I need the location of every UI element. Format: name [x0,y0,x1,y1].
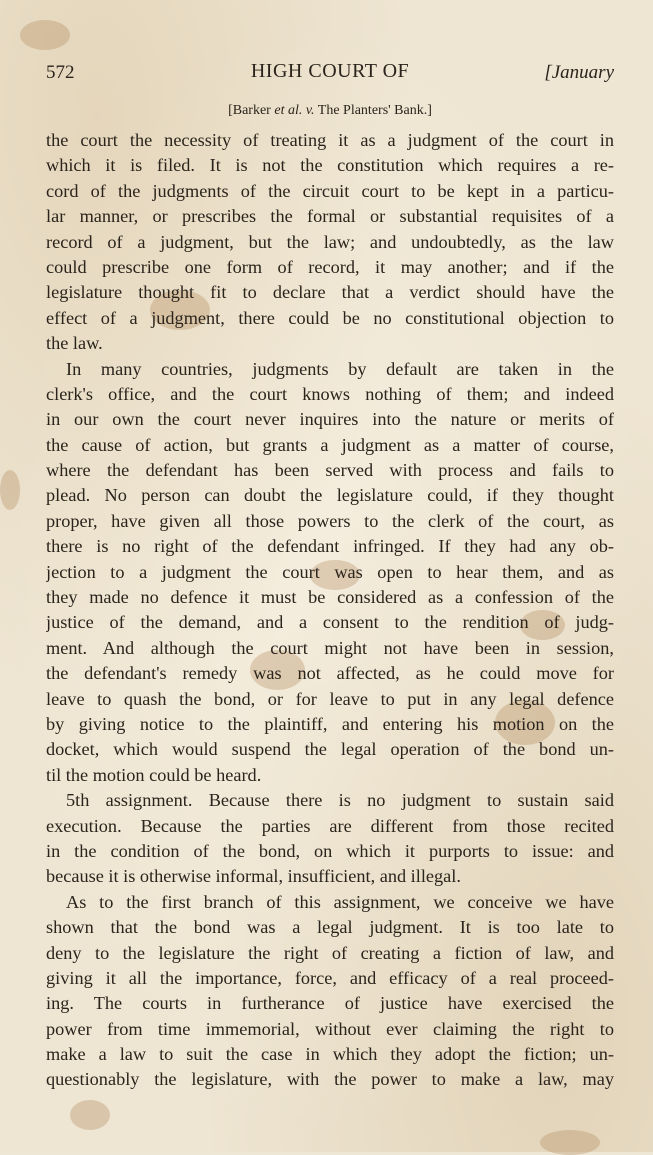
text-line: docket, which would suspend the legal operation of the bond un- [46,739,614,760]
text-line: make a law to suit the case in which they adopt the fiction; un- [46,1044,614,1065]
text-line: ment. And although the court might not have been in session, [46,637,614,658]
text-line: 5th assignment. Because there is no judgment to sustain said [66,790,614,811]
page-header [46,58,614,88]
text-line: in our own the court never inquires into the nature or merits of [46,409,614,430]
text-line: the law. [46,333,103,354]
text-line: in the condition of the bond, on which it purports to issue: and [46,840,614,861]
text-line: the defendant's remedy was not affected, as he could move for [46,663,614,684]
stain [20,20,70,50]
text-line: plead. No person can doubt the legislature could, if they thought [46,485,614,506]
text-line: til the motion could be heard. [46,764,262,785]
text-line: deny to the legislature the right of creating a fiction of law, and [46,942,614,963]
text-line: the court the necessity of treating it as a judgment of the court in [46,130,614,150]
text-line: questionably the legislature, with the power to make a law, may [46,1069,614,1090]
text-line: could prescribe one form of record, it may another; and if the [46,256,614,277]
text-line: clerk's office, and the court knows nothing of them; and indeed [46,383,614,404]
body-text [46,128,614,1093]
text-line: they made no defence it must be considered as a confession of the [46,587,614,608]
text-line: cord of the judgments of the circuit court to be kept in a particu- [46,180,614,201]
text-line: record of a judgment, but the law; and undoubtedly, as the law [46,231,614,252]
text-line: In many countries, judgments by default are taken in the [66,358,614,379]
case-title-etal: et al. v. [274,103,315,118]
text-line: effect of a judgment, there could be no constitutional objection to [46,307,614,328]
case-title-open: [Barker [228,103,275,118]
text-line: proper, have given all those powers to the clerk of the court, as [46,510,614,531]
text-line: by giving notice to the plaintiff, and entering his motion on the [46,713,614,734]
page-number: 572 [46,62,75,83]
case-title-rest: The Planters' Bank.] [314,103,432,118]
text-line: shown that the bond was a legal judgment. It is too late to [46,917,614,938]
text-line: power from time immemorial, without ever claiming the right to [46,1018,614,1039]
running-head: HIGH COURT OF [250,60,410,82]
text-line: leave to quash the bond, or for leave to put in any legal defence [46,688,614,709]
text-line: the cause of action, but grants a judgment as a matter of course, [46,434,614,455]
text-line: there is no right of the defendant infringed. If they had any ob- [46,536,614,557]
running-head-month: [January [544,62,614,83]
text-line: giving it all the importance, force, and efficacy of a real proceed- [46,967,614,988]
text-line: which it is filed. It is not the constitution which requires a re- [46,155,614,176]
text-line: where the defendant has been served with process and fails to [46,460,614,481]
stain [0,470,20,510]
text-line: ing. The courts in furtherance of justice have exercised the [46,993,614,1014]
text-line: As to the first branch of this assignment, we conceive we have [66,891,614,912]
text-line: lar manner, or prescribes the formal or substantial requisites of a [46,206,614,227]
text-line: jection to a judgment the court was open to hear them, and as [46,561,614,582]
text-line: justice of the demand, and a consent to the rendition of judg- [46,612,614,633]
case-title [46,103,614,119]
stain [540,1130,600,1155]
text-line: execution. Because the parties are different from those recited [46,815,614,836]
text-line: legislature thought fit to declare that a verdict should have the [46,282,614,303]
stain [70,1100,110,1130]
text-line: because it is otherwise informal, insufficient, and illegal. [46,866,461,887]
